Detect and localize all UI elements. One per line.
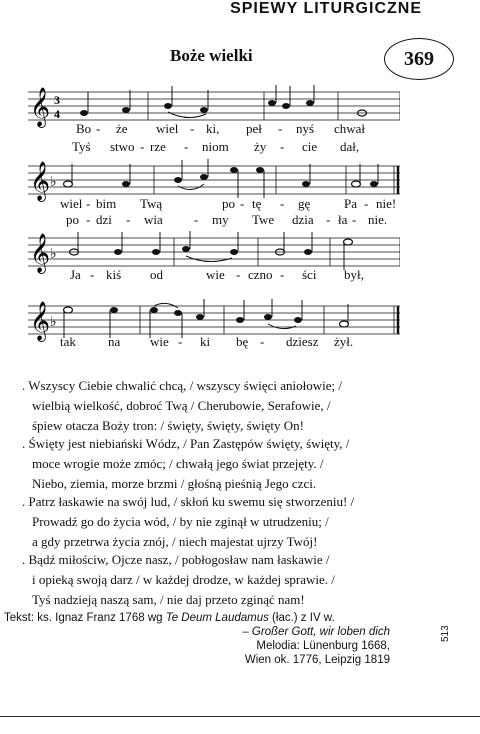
verse-line: moce wrogie może zmóc; / chwałą jego świat przejęty. /: [32, 456, 324, 471]
divider: [0, 716, 480, 717]
verse-line: i opieką swoją darz / w każdej drodze, w każdej sprawie. /: [32, 572, 335, 587]
treble-clef-icon: 𝄞: [30, 87, 51, 127]
svg-text:𝄞: 𝄞: [30, 301, 51, 341]
verse-line: Niebo, ziemia, morze brzmi / głośną pieśnią Jego czci.: [32, 476, 317, 491]
credits-melody: Melodia: Lünenburg 1668,: [256, 640, 390, 652]
verse-marker: .: [22, 378, 26, 393]
verse-line: śpiew otacza Boży tron: / święty, święty, święty On!: [32, 418, 304, 433]
verse-3: [22, 492, 442, 552]
verse-line: a gdy przetrwa życia znój, / niech majestat ujrzy Twój!: [32, 534, 318, 549]
credits-original-title: – Großer Gott, wir loben dich: [242, 626, 390, 638]
verse-2: [22, 434, 442, 494]
verse-line: . Patrz łaskawie na swój lud, / skłoń ku swemu się stworzeniu! /: [22, 494, 355, 509]
verse-line: Tyś nadzieją naszą sam, / nie daj przeto zginąć nam!: [32, 592, 305, 607]
hymn-number: 369: [384, 38, 454, 80]
svg-text:𝄞: 𝄞: [30, 233, 51, 273]
verse-line: . Wszyscy Ciebie chwalić chcą, / wszyscy święci aniołowie; /: [22, 378, 342, 393]
verse-line: Prowadź go do życia wód, / by nie zginął w utrudzeniu; /: [32, 514, 329, 529]
credits-text-line: Tekst: ks. Ignaz Franz 1768 wg Te Deum Laudamus (łac.) z IV w.: [4, 612, 335, 624]
verse-4: [22, 550, 442, 610]
svg-text:♭: ♭: [50, 175, 57, 190]
svg-text:𝄞: 𝄞: [30, 161, 51, 201]
verse-1: [22, 376, 442, 436]
verse-marker: .: [22, 552, 26, 567]
svg-text:♭: ♭: [50, 315, 57, 330]
page-number: 513: [440, 625, 451, 642]
section-header: SPIEWY LITURGICZNE: [230, 0, 422, 17]
verse-line: . Święty jest niebiański Wódz, / Pan Zastępów święty, święty, /: [22, 436, 350, 451]
credits-melody-2: Wien ok. 1776, Leipzig 1819: [244, 654, 390, 666]
svg-text:3: 3: [54, 93, 60, 107]
verse-marker: .: [22, 494, 26, 509]
hymn-title: Boże wielki: [170, 46, 253, 65]
svg-text:4: 4: [54, 107, 60, 121]
verse-line: wielbią wielkość, dobroć Twą / Cherubowie, Serafowie, /: [32, 398, 331, 413]
verse-marker: .: [22, 436, 26, 451]
verse-line: . Bądź miłościw, Ojcze nasz, / pobłogosław nam łaskawie /: [22, 552, 330, 567]
svg-text:♭: ♭: [50, 247, 57, 262]
